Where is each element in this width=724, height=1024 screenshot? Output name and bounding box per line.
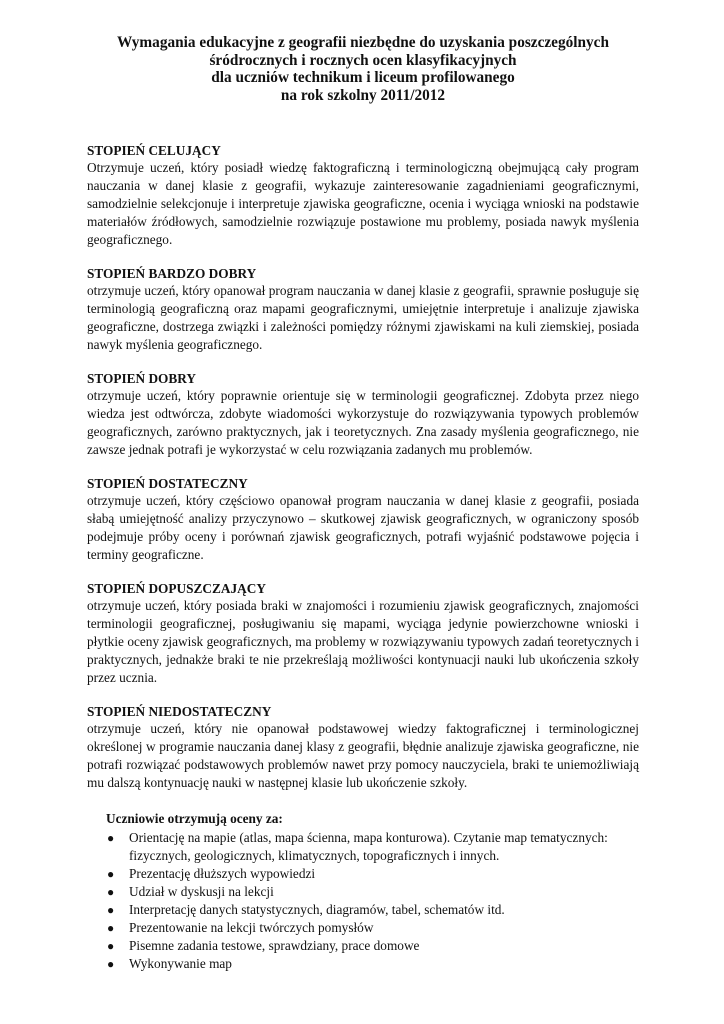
bullet-icon: ●	[107, 921, 115, 935]
section-text: otrzymuje uczeń, który poprawnie orientuje się w terminologii geograficznej. Zdobyta przez niego wiedza jest odtwórcza, zdobyte wiadomości wykorzystuje do rozwiązywania typowych problemów geograficznych, zarówno praktycznych, jak i teoretycznych. Zna zasady myślenia geograficznego, nie zawsze jednak potrafi je wykorzystać w celu rozwiązania zadanych mu problemów.	[87, 388, 639, 457]
list-item-text: Orientację na mapie (atlas, mapa ścienna, mapa konturowa). Czytanie map tematycznych: fizycznych, geologicznych, klimatycznych, topograficznych i innych.	[129, 830, 608, 863]
list-item-text: Pisemne zadania testowe, sprawdziany, prace domowe	[129, 938, 420, 953]
bullet-icon: ●	[107, 903, 115, 917]
list-item-text: Prezentację dłuższych wypowiedzi	[129, 866, 316, 881]
section-text: otrzymuje uczeń, który częściowo opanował program nauczania w danej klasie z geografii, posiada słabą umiejętność analizy przyczynowo – skutkowej zjawisk geograficznych, w ograniczony sposób podejmuje próby oceny i porównań zjawisk geograficznych, potrafi wyjaśnić podstawowe pojęcia i terminy geograficzne.	[87, 493, 639, 562]
section-dopuszczajacy	[87, 581, 639, 687]
section-heading: STOPIEŃ DOPUSZCZAJĄCY	[87, 581, 266, 596]
section-text: otrzymuje uczeń, który opanował program nauczania w danej klasie z geografii, sprawnie posługuje się terminologią geograficzną oraz mapami geograficznymi, umiejętnie interpretuje i analizuje zjawiska geograficzne, dostrzega związki i zależności pomiędzy różnymi zjawiskami na kuli ziemskiej, posiada nawyk myślenia geograficznego.	[87, 283, 639, 352]
section-heading: STOPIEŃ BARDZO DOBRY	[87, 266, 257, 281]
bullet-icon: ●	[107, 867, 115, 881]
document-title	[87, 34, 639, 104]
section-text: otrzymuje uczeń, który nie opanował podstawowej wiedzy faktograficznej i terminologicznej określonej w programie nauczania danej klasy z geografii, błędnie analizuje zjawiska geograficzne, nie potrafi rozwiązać podstawowych problemów nawet przy pomocy nauczyciela, braki te uniemożliwiają mu dalszą kontynuację nauki w następnej klasie lub ukończenie szkoły.	[87, 721, 639, 790]
section-bardzo-dobry	[87, 266, 639, 354]
title-line: na rok szkolny 2011/2012	[280, 86, 446, 104]
bullet-icon: ●	[107, 831, 115, 845]
grades-list-block	[87, 809, 639, 973]
bullet-icon: ●	[107, 885, 115, 899]
title-line: śródrocznych i rocznych ocen klasyfikacyjnych	[209, 51, 517, 69]
grades-list	[106, 829, 639, 973]
title-line: dla uczniów technikum i liceum profilowanego	[211, 69, 515, 86]
section-heading: STOPIEŃ CELUJĄCY	[87, 143, 221, 158]
list-item	[106, 829, 639, 865]
list-item	[106, 901, 639, 919]
section-heading: STOPIEŃ DOSTATECZNY	[87, 476, 248, 491]
list-item	[106, 937, 639, 955]
list-item-text: Interpretację danych statystycznych, diagramów, tabel, schematów itd.	[129, 902, 505, 917]
section-heading: STOPIEŃ NIEDOSTATECZNY	[87, 704, 272, 719]
list-item	[106, 955, 639, 973]
section-text: otrzymuje uczeń, który posiada braki w znajomości i rozumieniu zjawisk geograficznych, znajomości terminologii geograficznej, posługiwaniu się mapami, wyciąga jedynie powierzchowne wnioski i płytkie oceny zjawisk geograficznych, ma problemy w rozwiązywaniu typowych zadań teoretycznych i praktycznych, jednakże braki te nie przekreślają możliwości kontynuacji nauki lub ukończenia szkoły przez ucznia.	[87, 598, 639, 685]
title-line: Wymagania edukacyjne z geografii niezbędne do uzyskania poszczególnych	[117, 34, 609, 51]
bullet-icon: ●	[107, 939, 115, 953]
section-celujacy	[87, 143, 639, 249]
list-item	[106, 883, 639, 901]
list-item-text: Prezentowanie na lekcji twórczych pomysłów	[129, 920, 374, 935]
list-item	[106, 865, 639, 883]
section-text: Otrzymuje uczeń, który posiadł wiedzę faktograficzną i terminologiczną obejmującą cały program nauczania w danej klasie z geografii, wykazuje zainteresowanie zagadnieniami geograficznymi, samodzielnie selekcjonuje i interpretuje zjawiska geograficzne, ocenia i wyciąga wnioski na podstawie materiałów źródłowych, samodzielnie rozwiązuje postawione mu problemy, posiada nawyk myślenia geograficznego.	[87, 160, 639, 247]
list-item-text: Udział w dyskusji na lekcji	[129, 884, 274, 899]
section-heading: STOPIEŃ DOBRY	[87, 371, 197, 386]
list-item	[106, 919, 639, 937]
section-dostateczny	[87, 476, 639, 564]
section-niedostateczny	[87, 704, 639, 792]
document-page	[87, 34, 639, 973]
grades-title: Uczniowie otrzymują oceny za:	[106, 811, 283, 826]
bullet-icon: ●	[107, 957, 115, 971]
list-item-text: Wykonywanie map	[129, 956, 232, 971]
section-dobry	[87, 371, 639, 459]
